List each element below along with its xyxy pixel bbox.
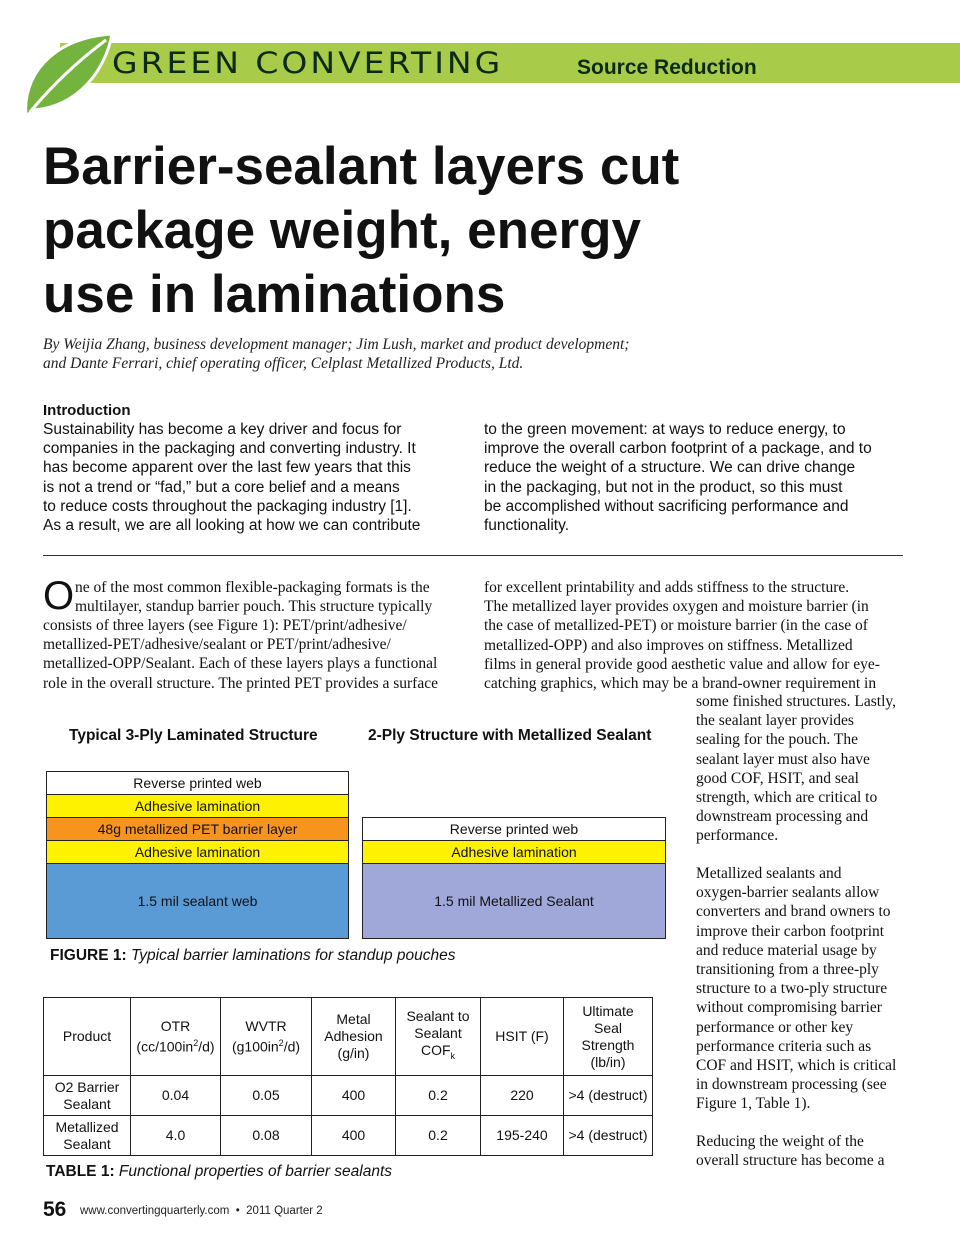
footer-issue: 2011 Quarter 2 xyxy=(246,1205,323,1217)
article-title xyxy=(43,135,763,327)
byline-line: By Weijia Zhang, business development manager; Jim Lush, market and product development; xyxy=(43,336,630,353)
table-cell: 220 xyxy=(481,1076,564,1116)
section-label: Source Reduction xyxy=(577,56,757,79)
header-unit: $(g100in^2/d)$ xyxy=(231,1037,301,1055)
header-cell: Ultimate Seal Strength (lb/in) xyxy=(564,998,653,1076)
table-cell: Metallized Sealant xyxy=(44,1116,131,1156)
layer-adhesive: Adhesive lamination xyxy=(46,794,349,818)
byline xyxy=(43,335,683,373)
caption-label: TABLE 1: xyxy=(46,1163,115,1180)
body-text: some finished structures. Lastly, the sealant layer provides sealing for the pouch. The sealant layer must also have good COF, HSIT, and seal strength, which are critical to downstream processing and performance. xyxy=(696,693,897,845)
page-number: 56 xyxy=(43,1198,67,1221)
caption-label: FIGURE 1: xyxy=(50,947,127,964)
intro-heading: Introduction xyxy=(43,402,131,419)
caption-text: Functional properties of barrier sealants xyxy=(118,1163,393,1180)
figure-heading-right: 2-Ply Structure with Metallized Sealant xyxy=(368,727,652,744)
byline-line: and Dante Ferrari, chief operating officer, Celplast Metallized Products, Ltd. xyxy=(43,355,524,372)
table-cell: 195-240 xyxy=(481,1116,564,1156)
header-text: Sealant to Sealant COF xyxy=(406,1008,470,1059)
header-text: OTR xyxy=(160,1017,191,1034)
title-line: package weight, energy xyxy=(43,201,641,260)
table-cell: >4 (destruct) xyxy=(564,1116,653,1156)
figure-caption xyxy=(50,947,456,965)
table-cell: >4 (destruct) xyxy=(564,1076,653,1116)
table-caption xyxy=(46,1163,392,1181)
header-cell xyxy=(221,998,312,1076)
table-cell: 400 xyxy=(312,1076,396,1116)
body-text: Metallized sealants and oxygen-barrier sealants allow converters and brand owners to improve their carbon footprint and reduce material usage by transitioning from a three-ply structure to a two-ply structure without compromising barrier performance or other key performance criteria such as COF and HSIT, which is critical in downstream processing (see Figure 1, Table 1). xyxy=(696,865,897,1113)
table-cell: 0.2 xyxy=(396,1116,481,1156)
divider xyxy=(43,555,903,556)
table-cell: O2 Barrier Sealant xyxy=(44,1076,131,1116)
leaf-logo-icon xyxy=(20,28,116,120)
header-unit: $(cc/100in^2/d)$ xyxy=(136,1037,215,1055)
title-line: use in laminations xyxy=(43,265,506,324)
header-cell: HSIT (F) xyxy=(481,998,564,1076)
table-cell: 0.2 xyxy=(396,1076,481,1116)
caption-text: Typical barrier laminations for standup pouches xyxy=(130,947,456,964)
layer-metallized-sealant: 1.5 mil Metallized Sealant xyxy=(362,863,666,939)
body-text: ne of the most common flexible-packaging formats is the multilayer, standup barrier pouch. This structure typically xyxy=(75,579,433,616)
table-row xyxy=(44,1076,653,1116)
drop-cap: O xyxy=(43,574,75,618)
table-row xyxy=(44,1116,653,1156)
layer-sealant-web: 1.5 mil sealant web xyxy=(46,863,349,939)
table-cell: 0.04 xyxy=(131,1076,221,1116)
table-cell: 400 xyxy=(312,1116,396,1156)
properties-table xyxy=(43,997,653,1156)
header-cell: Sealant to Sealant $COF_k$ xyxy=(396,998,481,1076)
intro-column-1: Sustainability has become a key driver and focus for companies in the packaging and converting industry. It has become apparent over the last few years that this is not a trend or “fad,” but a core belief and a means to reduce costs throughout the packaging industry [1]. As a result, we are all looking at how we can contribute xyxy=(43,421,421,535)
layer-metallized-pet: 48g metallized PET barrier layer xyxy=(46,817,349,841)
footer-url[interactable]: www.convertingquarterly.com xyxy=(80,1205,230,1217)
figure-heading-left: Typical 3-Ply Laminated Structure xyxy=(69,727,318,744)
table-cell: 0.08 xyxy=(221,1116,312,1156)
header-cell: Product xyxy=(44,998,131,1076)
layer-reverse-printed-web: Reverse printed web xyxy=(362,817,666,841)
title-line: Barrier-sealant layers cut xyxy=(43,137,680,196)
intro-column-2: to the green movement: at ways to reduce energy, to improve the overall carbon footprint of a package, and to reduce the weight of a structure. We can drive change in the packaging, but not in the product, so this must be accomplished without sacrificing performance and functionality. xyxy=(484,421,872,535)
body-text: consists of three layers (see Figure 1): PET/print/adhesive/ metallized-PET/adhesive/sealant or PET/print/adhesive/ metallized-OPP/Sealant. Each of these layers plays a functional role in the overall structure. The printed PET provides a surface xyxy=(43,617,438,692)
layer-adhesive: Adhesive lamination xyxy=(46,840,349,864)
layer-adhesive: Adhesive lamination xyxy=(362,840,666,864)
header-text: WVTR xyxy=(245,1017,287,1034)
header-cell: Metal Adhesion (g/in) xyxy=(312,998,396,1076)
footer-info xyxy=(80,1205,323,1217)
brand-title[interactable]: GREEN CONVERTING xyxy=(112,45,504,81)
table-cell: 4.0 xyxy=(131,1116,221,1156)
table-header-row xyxy=(44,998,653,1076)
body-text: for excellent printability and adds stiffness to the structure. The metallized layer provides oxygen and moisture barrier (in the case of metallized-PET) or moisture barrier (in the case of metallized-OPP) and also improves on stiffness. Metallized films in general provide good aesthetic value and allow for eye- catching graphics, which may be a brand-owner requirement in xyxy=(484,579,880,693)
footer-separator: • xyxy=(235,1205,240,1217)
table-cell: 0.05 xyxy=(221,1076,312,1116)
layer-reverse-printed-web: Reverse printed web xyxy=(46,771,349,795)
body-text: Reducing the weight of the overall structure has become a xyxy=(696,1133,885,1170)
header-cell xyxy=(131,998,221,1076)
